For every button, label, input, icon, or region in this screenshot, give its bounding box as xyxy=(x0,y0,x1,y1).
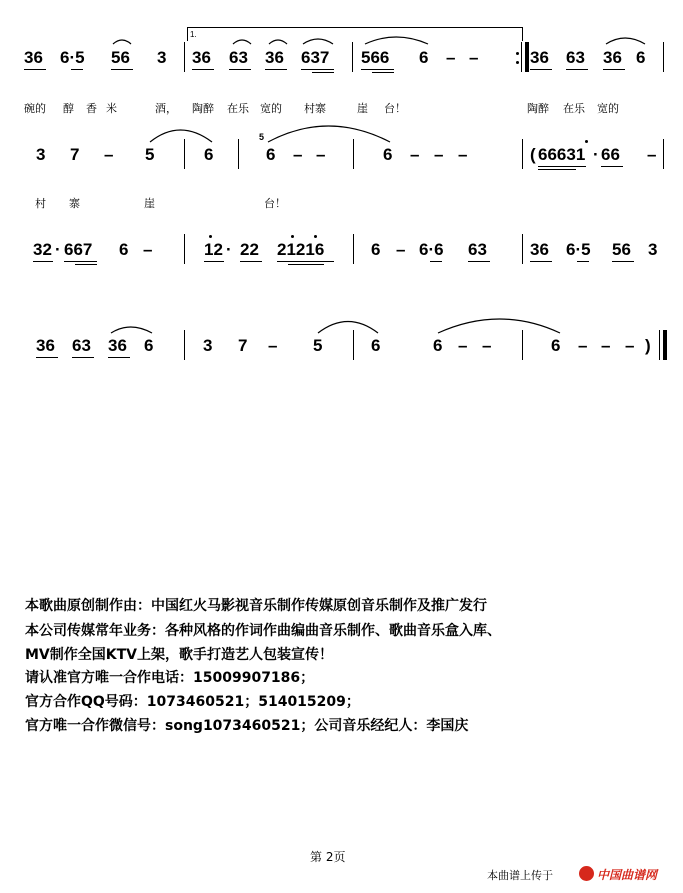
info-line: 本歌曲原创制作由：中国红火马影视音乐制作传媒原创音乐制作及推广发行 xyxy=(25,598,487,614)
lyric: 醇 xyxy=(63,102,74,115)
slur xyxy=(303,39,333,44)
note: 36 xyxy=(530,240,549,259)
lyric: 宽的 xyxy=(260,102,282,115)
note: 7 xyxy=(70,145,80,164)
lyric: 台！ xyxy=(384,102,406,115)
note: 6·5 xyxy=(566,240,591,259)
note: 667 xyxy=(64,240,93,259)
note: – xyxy=(396,240,406,259)
slur xyxy=(268,126,390,142)
lyric: 在乐 xyxy=(227,102,249,115)
note: 6·6 xyxy=(419,240,444,259)
note: 66631 xyxy=(538,145,586,164)
note: – xyxy=(446,48,456,67)
note: – xyxy=(143,240,153,259)
slur xyxy=(233,40,251,44)
note: 566 xyxy=(361,48,390,67)
note: ) xyxy=(645,336,651,355)
lyric: 寨 xyxy=(69,197,80,210)
note: 7 xyxy=(238,336,248,355)
info-line: MV制作全国KTV上架，歌手打造艺人包装宣传！ xyxy=(25,647,333,663)
note: 3 xyxy=(157,48,167,67)
note: – xyxy=(601,336,611,355)
note: 3 xyxy=(648,240,658,259)
lyric: 米 xyxy=(106,102,117,115)
lyric: 崖 xyxy=(144,197,155,210)
note: 6 xyxy=(144,336,154,355)
note: 5 xyxy=(145,145,155,164)
note: – xyxy=(434,145,444,164)
note: 6 xyxy=(119,240,129,259)
note: 36 xyxy=(36,336,55,355)
note: – xyxy=(268,336,278,355)
note: 36 xyxy=(24,48,43,67)
note: 6 xyxy=(383,145,393,164)
slur xyxy=(365,37,428,44)
slur xyxy=(318,322,378,334)
slur xyxy=(111,327,152,333)
note: 6 xyxy=(371,240,381,259)
note: 36 xyxy=(603,48,622,67)
note: 6 xyxy=(204,145,214,164)
info-line: 本公司传媒常年业务：各种风格的作词作曲编曲音乐制作、歌曲音乐盒入库、 xyxy=(25,623,501,639)
note: 56 xyxy=(612,240,631,259)
note: · xyxy=(55,240,61,259)
note: – xyxy=(104,145,114,164)
slur xyxy=(269,40,287,44)
slur xyxy=(438,319,560,333)
note: 6 xyxy=(266,145,276,164)
note: ( xyxy=(530,145,536,164)
note: 6 xyxy=(419,48,429,67)
note: 3 xyxy=(203,336,213,355)
note: 66 xyxy=(601,145,620,164)
note: 36 xyxy=(265,48,284,67)
grace-note: 5 xyxy=(259,132,265,142)
note: – xyxy=(458,336,468,355)
note: 36 xyxy=(192,48,211,67)
note: 6 xyxy=(636,48,646,67)
note: 12 xyxy=(204,240,223,259)
note: 36 xyxy=(530,48,549,67)
upload-source-label: 本曲谱上传于 xyxy=(487,869,553,882)
lyric: 崖 xyxy=(357,102,368,115)
slur xyxy=(150,130,212,142)
info-phone: 请认准官方唯一合作电话：15009907186； xyxy=(25,670,315,686)
volta-label: 1. xyxy=(190,30,197,39)
note: 5 xyxy=(313,336,323,355)
note: – xyxy=(578,336,588,355)
note: 56 xyxy=(111,48,130,67)
note: – xyxy=(458,145,468,164)
note: 63 xyxy=(229,48,248,67)
lyric: 村寨 xyxy=(304,102,326,115)
note: 63 xyxy=(72,336,91,355)
lyric: 陶醉 xyxy=(192,102,214,115)
note: 63 xyxy=(468,240,487,259)
info-qq: 官方合作QQ号码：1073460521；514015209； xyxy=(25,694,360,710)
site-logo-icon xyxy=(579,866,594,881)
note: · xyxy=(226,240,232,259)
note: 6 xyxy=(371,336,381,355)
page-number: 第 2页 xyxy=(310,850,346,864)
note: – xyxy=(482,336,492,355)
lyric: 酒， xyxy=(155,102,177,115)
site-logo-text[interactable]: 中国曲谱网 xyxy=(597,868,658,882)
note: 32 xyxy=(33,240,52,259)
note: – xyxy=(625,336,635,355)
note: – xyxy=(293,145,303,164)
note: 36 xyxy=(108,336,127,355)
note: 3 xyxy=(36,145,46,164)
lyric: 陶醉 xyxy=(527,102,549,115)
note: 6·5 xyxy=(60,48,85,67)
lyric: 村 xyxy=(35,197,46,210)
note: – xyxy=(469,48,479,67)
lyric: 香 xyxy=(86,102,97,115)
note: 63 xyxy=(566,48,585,67)
note: 637 xyxy=(301,48,330,67)
lyric: 在乐 xyxy=(563,102,585,115)
lyric: 宽的 xyxy=(597,102,619,115)
slur xyxy=(606,38,645,44)
note: – xyxy=(647,145,657,164)
note: 6 xyxy=(433,336,443,355)
note: – xyxy=(410,145,420,164)
lyric: 碗的 xyxy=(24,102,46,115)
note: – xyxy=(316,145,326,164)
note: 21216 xyxy=(277,240,325,259)
info-wechat: 官方唯一合作微信号：song1073460521；公司音乐经纪人：李国庆 xyxy=(25,718,469,734)
note: · xyxy=(593,145,599,164)
note: 6 xyxy=(551,336,561,355)
lyric: 台！ xyxy=(264,197,286,210)
slur xyxy=(113,40,131,44)
note: 22 xyxy=(240,240,259,259)
